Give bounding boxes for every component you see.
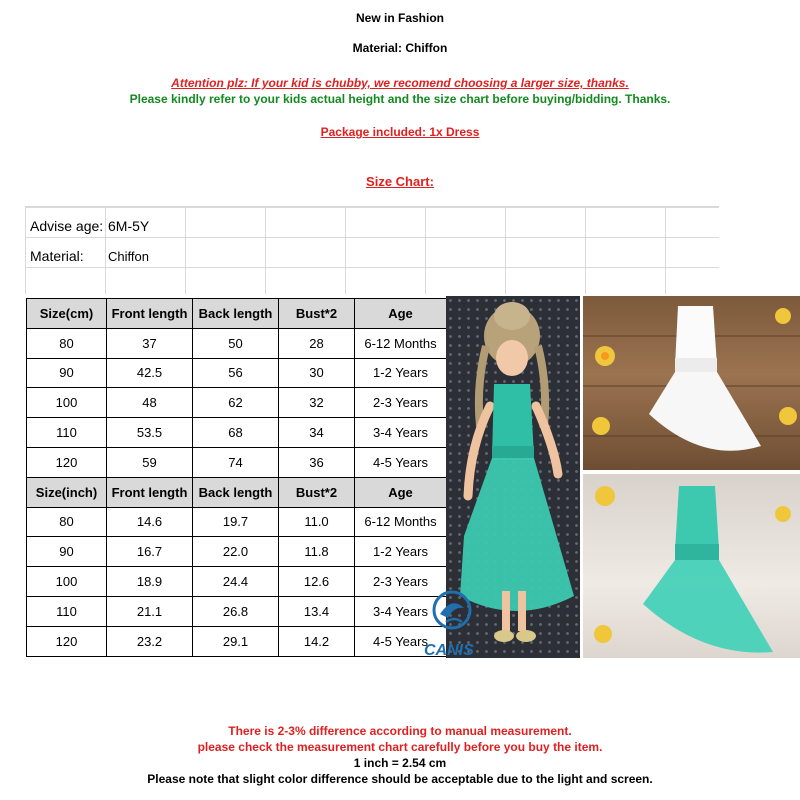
table-cell: 36 — [279, 447, 355, 477]
table-header-cell: Size(inch) — [27, 477, 107, 507]
table-cell: 80 — [27, 328, 107, 358]
flower-icon — [775, 506, 791, 522]
face-shape — [496, 340, 528, 376]
table-cell: 18.9 — [107, 567, 193, 597]
table-cell: 16.7 — [107, 537, 193, 567]
table-cell: 1-2 Years — [355, 537, 447, 567]
teal-dress-photo — [583, 474, 800, 658]
title-new-in-fashion: New in Fashion — [355, 11, 444, 25]
table-cell: 68 — [193, 418, 279, 448]
table-cell: 1-2 Years — [355, 358, 447, 388]
table-cell: 32 — [279, 388, 355, 418]
table-cell: 14.2 — [279, 626, 355, 656]
table-header-cell: Back length — [193, 477, 279, 507]
table-row — [27, 418, 447, 448]
white-dress-skirt — [649, 372, 761, 451]
table-cell: 80 — [27, 507, 107, 537]
color-difference-note: Please note that slight color difference should be acceptable due to the light and screen. — [147, 772, 653, 786]
table-cell: 37 — [107, 328, 193, 358]
table-header-cell: Bust*2 — [279, 477, 355, 507]
table-cell: 4-5 Years — [355, 447, 447, 477]
table-row — [27, 567, 447, 597]
check-chart-note: please check the measurement chart carefully before you buy the item. — [197, 740, 603, 754]
size-chart-heading: Size Chart: — [366, 174, 434, 189]
table-cell: 90 — [27, 358, 107, 388]
table-cell: 90 — [27, 537, 107, 567]
size-advice-notice: Please kindly refer to your kids actual height and the size chart before buying/bidding. Thanks. — [129, 92, 671, 106]
table-cell: 6-12 Months — [355, 328, 447, 358]
material-heading: Material: Chiffon — [352, 41, 448, 55]
table-header-cell: Back length — [193, 299, 279, 329]
table-row — [27, 626, 447, 656]
table-cell: 26.8 — [193, 596, 279, 626]
table-cell: 23.2 — [107, 626, 193, 656]
measurement-difference-note: There is 2-3% difference according to manual measurement. — [228, 724, 572, 738]
table-cell: 13.4 — [279, 596, 355, 626]
material-value: Chiffon — [108, 249, 149, 264]
shoe-right — [516, 630, 536, 642]
table-cell: 21.1 — [107, 596, 193, 626]
table-cell: 2-3 Years — [355, 567, 447, 597]
table-cell: 30 — [279, 358, 355, 388]
flower-center — [601, 352, 609, 360]
teal-dress-waist — [675, 544, 719, 560]
table-cell: 42.5 — [107, 358, 193, 388]
dress-waist — [492, 446, 534, 460]
table-cell: 2-3 Years — [355, 388, 447, 418]
table-cell: 29.1 — [193, 626, 279, 656]
table-cell: 34 — [279, 418, 355, 448]
table-cell: 110 — [27, 596, 107, 626]
table-cell: 11.0 — [279, 507, 355, 537]
advise-age-value: 6M-5Y — [108, 218, 150, 234]
attention-notice: Attention plz: If your kid is chubby, we recomend choosing a larger size, thanks. — [171, 76, 629, 90]
table-cell: 120 — [27, 447, 107, 477]
table-cell: 56 — [193, 358, 279, 388]
table-cell: 11.8 — [279, 537, 355, 567]
cm-header-row — [27, 299, 447, 329]
table-row — [27, 537, 447, 567]
white-dress-waist — [675, 358, 717, 372]
table-cell: 12.6 — [279, 567, 355, 597]
table-cell: 48 — [107, 388, 193, 418]
teal-dress-skirt — [643, 560, 773, 653]
table-header-cell: Front length — [107, 477, 193, 507]
table-header-cell: Age — [355, 477, 447, 507]
white-dress-illustration — [583, 296, 800, 470]
white-dress-photo — [583, 296, 800, 470]
canis-logo-icon — [432, 588, 472, 644]
material-label: Material: — [30, 248, 84, 264]
table-cell: 110 — [27, 418, 107, 448]
flower-icon — [592, 417, 610, 435]
table-header-cell: Size(cm) — [27, 299, 107, 329]
table-cell: 14.6 — [107, 507, 193, 537]
table-row — [27, 507, 447, 537]
inch-conversion-note: 1 inch = 2.54 cm — [353, 756, 447, 770]
flower-icon — [775, 308, 791, 324]
shoe-left — [494, 630, 514, 642]
table-row — [27, 447, 447, 477]
table-cell: 22.0 — [193, 537, 279, 567]
table-cell: 24.4 — [193, 567, 279, 597]
table-cell: 100 — [27, 567, 107, 597]
table-header-cell: Bust*2 — [279, 299, 355, 329]
table-cell: 50 — [193, 328, 279, 358]
table-cell: 59 — [107, 447, 193, 477]
teal-dress-bodice — [675, 486, 719, 550]
table-row — [27, 328, 447, 358]
table-cell: 100 — [27, 388, 107, 418]
leg-right — [518, 591, 526, 631]
flower-icon — [595, 486, 615, 506]
flower-icon — [594, 625, 612, 643]
table-row — [27, 388, 447, 418]
canis-logo-text: CANIS — [424, 642, 474, 659]
table-header-cell: Age — [355, 299, 447, 329]
white-dress-bodice — [675, 306, 717, 366]
leg-left — [502, 591, 510, 631]
table-row — [27, 596, 447, 626]
table-cell: 62 — [193, 388, 279, 418]
table-cell: 53.5 — [107, 418, 193, 448]
flower-icon — [779, 407, 797, 425]
table-cell: 28 — [279, 328, 355, 358]
table-row — [27, 358, 447, 388]
table-cell: 74 — [193, 447, 279, 477]
table-header-cell: Front length — [107, 299, 193, 329]
advise-age-label: Advise age: — [30, 218, 104, 234]
inch-header-row — [27, 477, 447, 507]
teal-dress-illustration — [583, 474, 800, 658]
table-cell: 6-12 Months — [355, 507, 447, 537]
table-cell: 120 — [27, 626, 107, 656]
size-table — [26, 298, 447, 657]
dress-skirt — [460, 458, 574, 611]
table-cell: 4-5 Years — [355, 626, 447, 656]
table-cell: 3-4 Years — [355, 418, 447, 448]
knit-hat-top — [494, 302, 530, 330]
package-included: Package included: 1x Dress — [320, 125, 480, 139]
table-cell: 3-4 Years — [355, 596, 447, 626]
table-cell: 19.7 — [193, 507, 279, 537]
dress-bodice — [492, 384, 534, 456]
